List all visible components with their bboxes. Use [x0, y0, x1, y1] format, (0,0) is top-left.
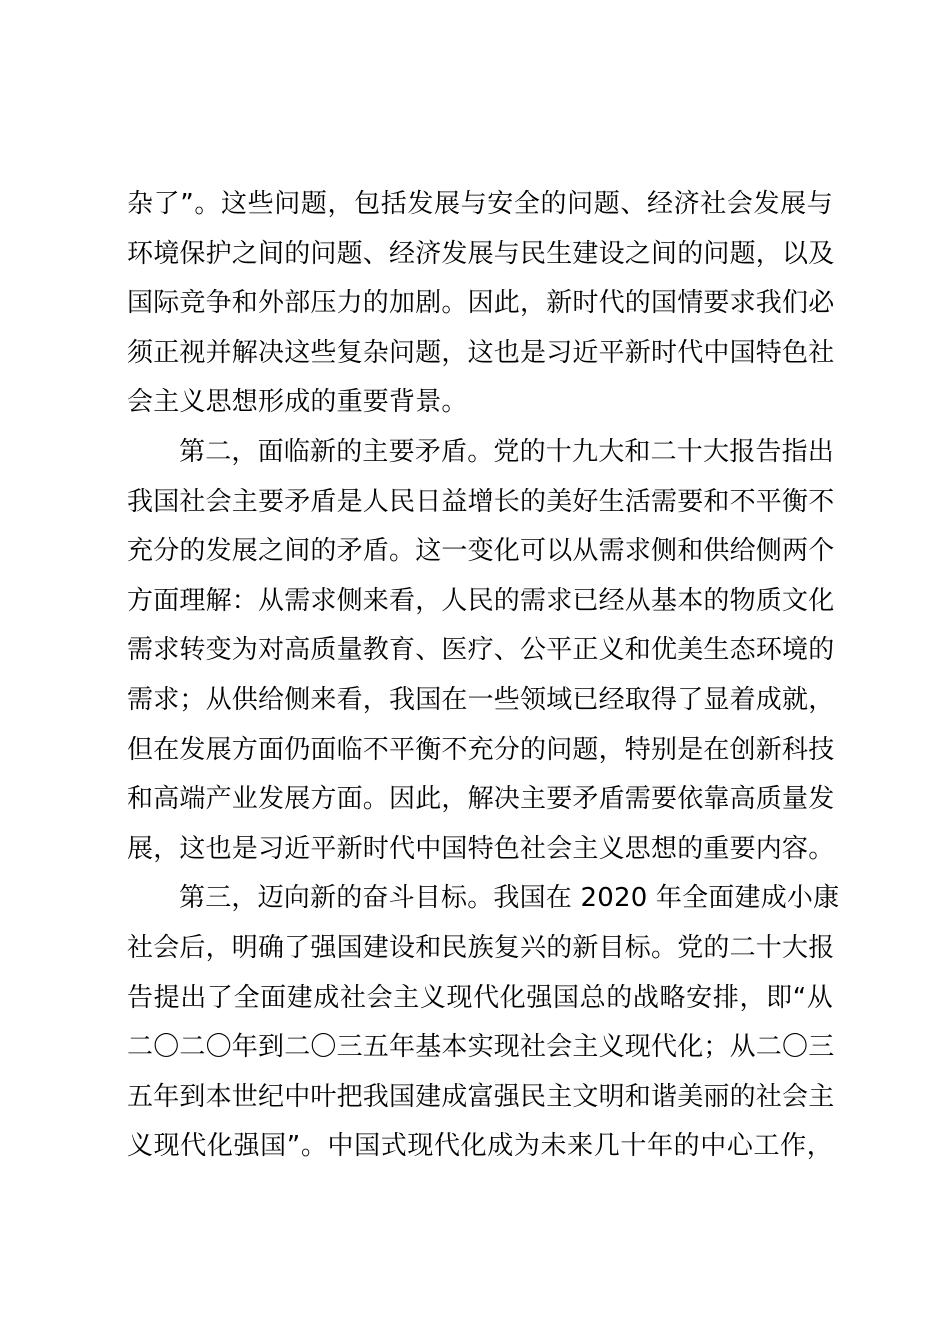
text-line: 但在发展方面仍面临不平衡不充分的问题，特别是在创新科技: [127, 734, 835, 765]
text-line: 须正视并解决这些复杂问题，这也是习近平新时代中国特色社: [127, 337, 835, 368]
text-line: 义现代化强国”。中国式现代化成为未来几十年的中心工作，: [127, 1131, 833, 1162]
paragraph-3: [127, 874, 840, 1172]
text-line: 展，这也是习近平新时代中国特色社会主义思想的重要内容。: [127, 833, 835, 864]
text-line: 方面理解：从需求侧来看，人民的需求已经从基本的物质文化: [127, 585, 835, 616]
text-line: 和高端产业发展方面。因此，解决主要矛盾需要依靠高质量发: [127, 784, 835, 815]
paragraph-2: [127, 428, 833, 874]
text-line: 第二，面临新的主要矛盾。党的十九大和二十大报告指出: [179, 436, 835, 467]
paragraph-1: [127, 180, 833, 428]
text-line: 需求；从供给侧来看，我国在一些领域已经取得了显着成就，: [127, 684, 835, 715]
text-line: 会主义思想形成的重要背景。: [127, 387, 468, 418]
text-line: 社会后，明确了强国建设和民族复兴的新目标。党的二十大报: [127, 932, 835, 963]
body-text: [127, 180, 840, 1172]
text-line: 需求转变为对高质量教育、医疗、公平正义和优美生态环境的: [127, 635, 835, 666]
text-line: 告提出了全面建成社会主义现代化强国总的战略安排，即“从: [127, 982, 833, 1013]
text-line: 杂了”。这些问题，包括发展与安全的问题、经济社会发展与: [127, 189, 833, 219]
text-line: 环境保护之间的问题、经济发展与民生建设之间的问题，以及: [127, 238, 835, 269]
text-line: 国际竞争和外部压力的加剧。因此，新时代的国情要求我们必: [127, 288, 835, 319]
text-line: 第三，迈向新的奋斗目标。我国在 2020 年全面建成小康: [179, 883, 840, 914]
text-line: 五年到本世纪中叶把我国建成富强民主文明和谐美丽的社会主: [127, 1081, 835, 1112]
text-line: 我国社会主要矛盾是人民日益增长的美好生活需要和不平衡不: [127, 486, 835, 517]
text-line: 二〇二〇年到二〇三五年基本实现社会主义现代化；从二〇三: [127, 1032, 835, 1063]
text-line: 充分的发展之间的矛盾。这一变化可以从需求侧和供给侧两个: [127, 536, 835, 567]
